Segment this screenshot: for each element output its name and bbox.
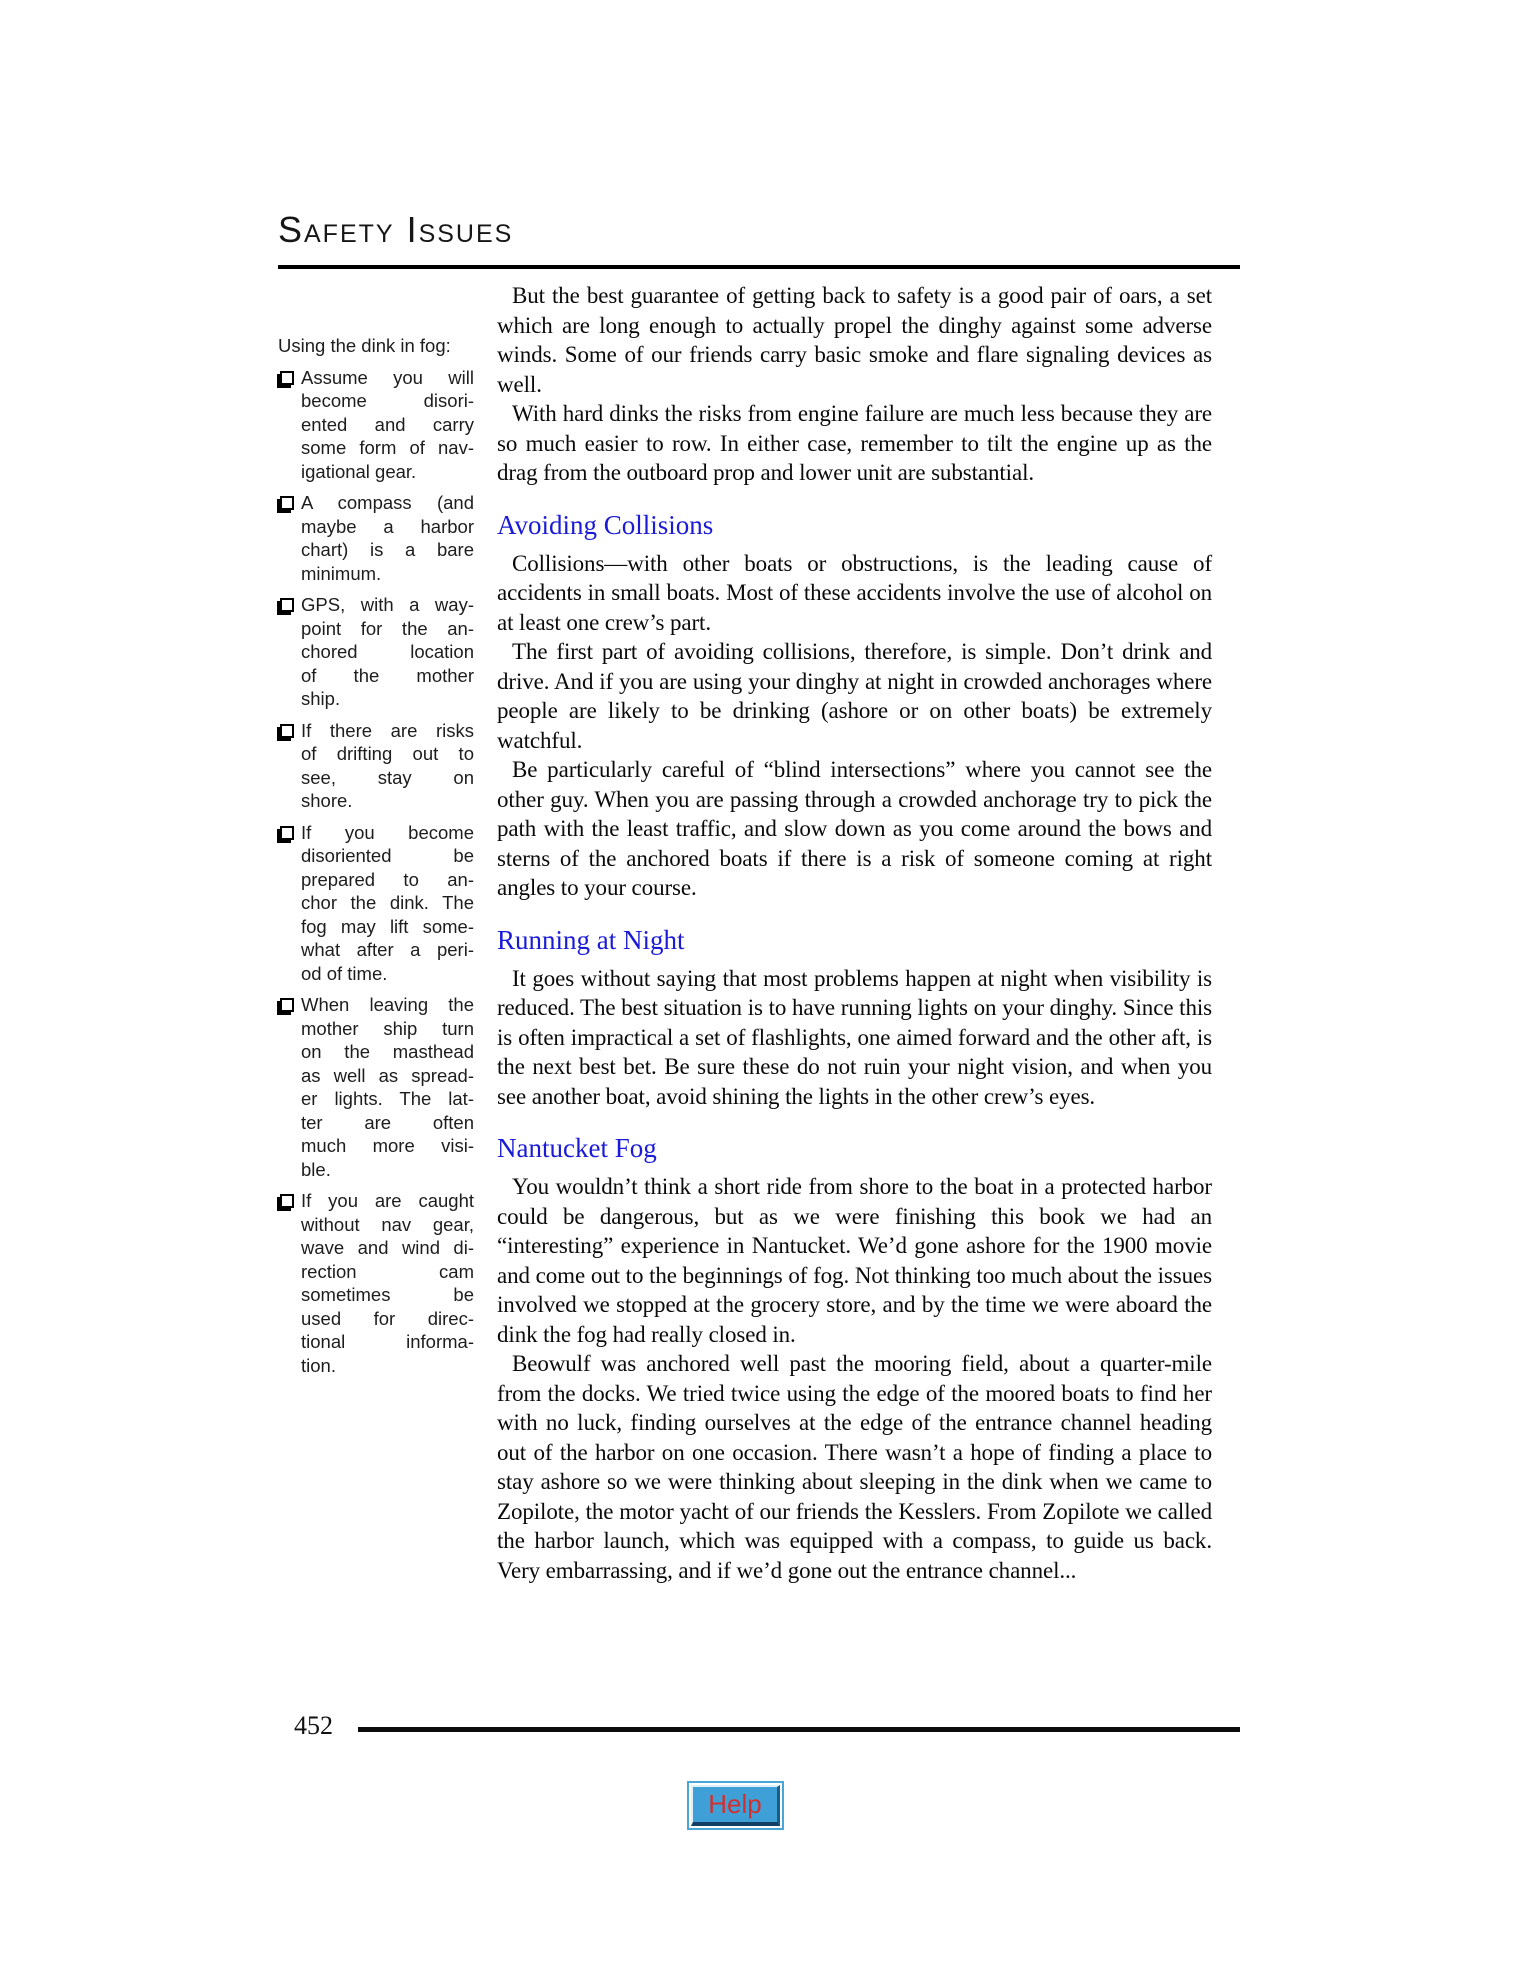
- section-heading-running-at-night: Running at Night: [497, 924, 685, 955]
- checkbox-icon: [280, 371, 294, 385]
- checklist-item: [278, 993, 474, 1181]
- section-heading-nantucket-fog: Nantucket Fog: [497, 1133, 657, 1163]
- main-text-column: [497, 281, 1212, 1585]
- checkbox-icon: [280, 998, 294, 1012]
- paragraph: Collisions—with other boats or obstructions, is the leading cause of accidents in small boats. Most of these accidents involve the use of alcohol on at least one crew’s part.: [497, 550, 1212, 635]
- checklist-item-text: If you become disoriented be prepared to an- chor the dink. The fog may lift some- what after a peri- od of time.: [301, 821, 474, 984]
- checklist-item-text: When leaving the mother ship turn on the masthead as well as spread- er lights. The lat- ter are often much more visi- ble.: [301, 994, 474, 1180]
- help-button[interactable]: [687, 1781, 784, 1830]
- sidebar-checklist: [278, 334, 474, 1377]
- checklist-item: [278, 719, 474, 813]
- checklist-item-text: If you are caught without nav gear, wave and wind di- rection cam sometimes be used for direc- tional informa- tion.: [301, 1190, 474, 1376]
- checklist-item: [278, 593, 474, 711]
- paragraph: You wouldn’t think a short ride from shore to the boat in a protected harbor could be dangerous, but as we were finishing this book we had an “interesting” experience in Nantucket. We’d gone ashore for the 1900 movie and come out to the beginnings of fog. Not thinking too much about the issues involved we stopped at the grocery store, and by the time we were aboard the dink the fog had really closed in.: [497, 1174, 1212, 1347]
- checklist-item: [278, 366, 474, 484]
- checkbox-icon: [280, 598, 294, 612]
- help-button-face: [691, 1785, 780, 1826]
- checklist-item: [278, 491, 474, 585]
- checklist-item: [278, 821, 474, 986]
- paragraph: But the best guarantee of getting back to safety is a good pair of oars, a set which are long enough to actually propel the dinghy against some adverse winds. Some of our friends carry basic smoke and flare signaling devices as well.: [497, 283, 1212, 397]
- sidebar-intro: Using the dink in fog:: [278, 335, 451, 356]
- paragraph: Beowulf was anchored well past the mooring field, about a quarter-mile from the docks. We tried twice using the edge of the moored boats to find her with no luck, finding ourselves at the edge of the entrance channel heading out of the harbor on one occasion. There wasn’t a hope of finding a place to stay ashore so we were thinking about sleeping in the dink when we came to Zopilote, the motor yacht of our friends the Kesslers. From Zopilote we called the harbor launch, which was equipped with a compass, to guide us back. Very embarrassing, and if we’d gone out the entrance channel...: [497, 1351, 1212, 1583]
- section-heading-avoiding-collisions: Avoiding Collisions: [497, 509, 714, 540]
- checkbox-icon: [280, 1194, 294, 1208]
- help-button-label: Help: [708, 1789, 762, 1819]
- checkbox-icon: [280, 496, 294, 510]
- footer-rule: [358, 1727, 1240, 1732]
- checklist-item-text: If there are risks of drifting out to see, stay on shore.: [301, 719, 474, 811]
- header-rule: [278, 265, 1240, 269]
- page-title: Safety Issues: [278, 209, 514, 250]
- paragraph: Be particularly careful of “blind intersections” where you cannot see the other guy. When you are passing through a crowded anchorage try to pick the path with the least traffic, and slow down as you come around the bows and sterns of the anchored boats if there is a risk of someone coming at right angles to your course.: [497, 757, 1212, 900]
- checkbox-icon: [280, 724, 294, 738]
- checklist-item-text: Assume you will become disori- ented and carry some form of nav- igational gear.: [301, 366, 474, 482]
- checklist-item-text: GPS, with a way- point for the an- chored location of the mother ship.: [301, 594, 474, 709]
- checkbox-icon: [280, 826, 294, 840]
- page-number: 452: [294, 1711, 333, 1740]
- paragraph: It goes without saying that most problems happen at night when visibility is reduced. The best situation is to have running lights on your dinghy. Since this is often impractical a set of flashlights, one aimed forward and the other aft, is the next best bet. Be sure these do not ruin your night vision, and when you see another boat, avoid shining the lights in the other crew’s eyes.: [497, 965, 1212, 1109]
- checklist-item: [278, 1189, 474, 1377]
- paragraph: The first part of avoiding collisions, therefore, is simple. Don’t drink and drive. And if you are using your dinghy at night in crowded anchorages where people are likely to be drinking (ashore or on other boats) be extremely watchful.: [497, 639, 1212, 753]
- paragraph: With hard dinks the risks from engine failure are much less because they are so much easier to row. In either case, remember to tilt the engine up as the drag from the outboard prop and lower unit are substantial.: [497, 401, 1212, 485]
- checklist-item-text: A compass (and maybe a harbor chart) is a bare minimum.: [301, 492, 474, 584]
